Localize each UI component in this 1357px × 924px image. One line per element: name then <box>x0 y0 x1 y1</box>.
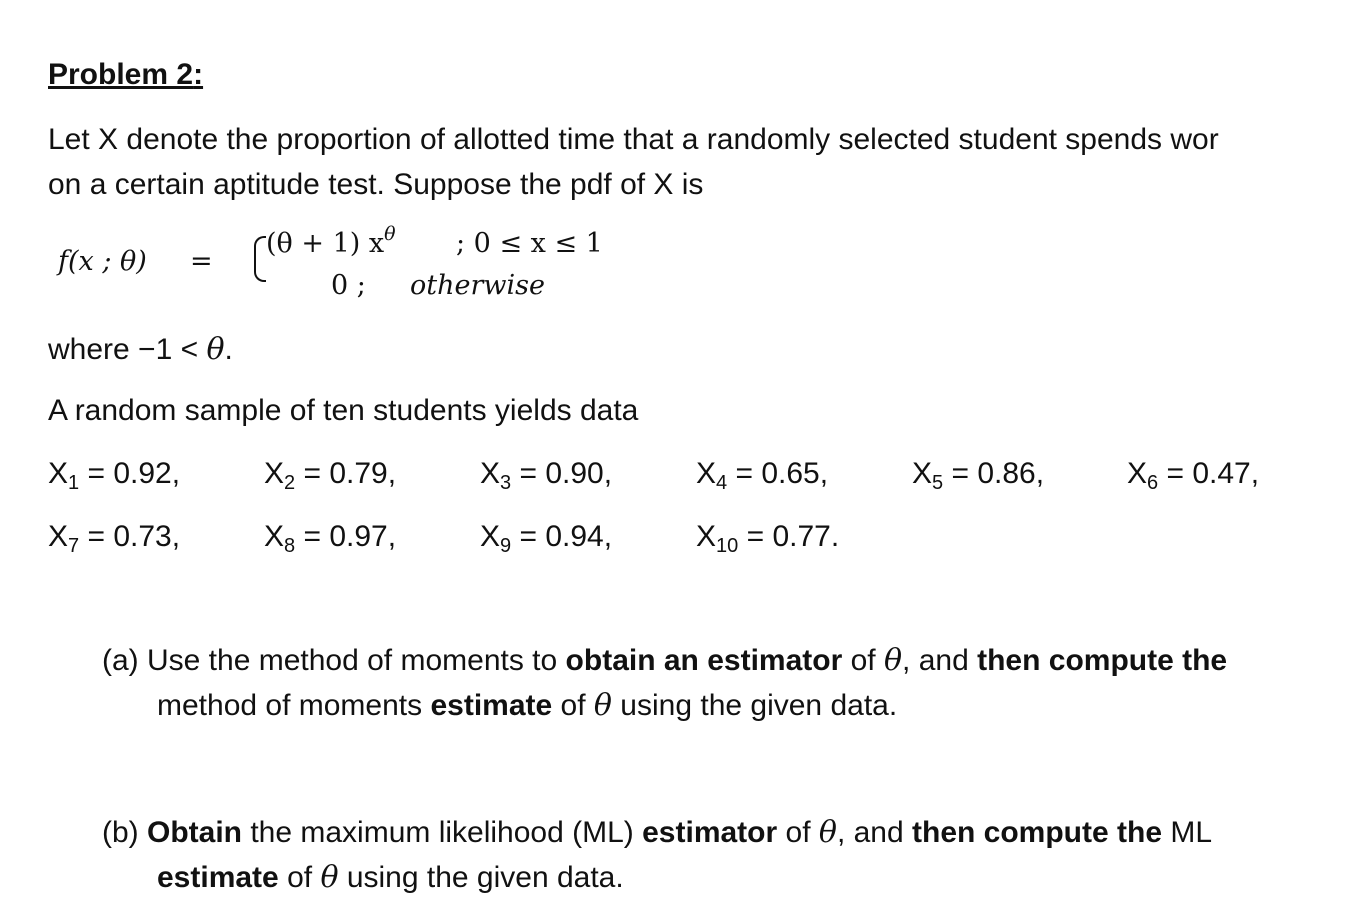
sample-value: $X_1 = 0.92$, <box>48 457 181 494</box>
sample-value: $X_2 = 0.79$, <box>264 457 397 494</box>
sample-value: $X_{10} = 0.77$. <box>696 520 840 557</box>
pdf-lhs: f(x ; θ) <box>58 246 147 277</box>
sample-value: $X_9 = 0.94$, <box>480 520 613 557</box>
sample-value: $X_8 = 0.97$, <box>264 520 397 557</box>
theta-constraint: where −1 < θ. <box>48 332 233 367</box>
sample-value: $X_7 = 0.73$, <box>48 520 181 557</box>
part-a-line-2: method of moments estimate of θ using the given data. <box>157 688 898 723</box>
sample-value: $X_5 = 0.86$, <box>912 457 1045 494</box>
sample-value: $X_6 = 0.47$, <box>1127 457 1260 494</box>
intro-line-2: on a certain aptitude test. Suppose the pdf of X is <box>48 168 704 201</box>
pdf-case1-condition: ; 0 ≤ x ≤ 1 <box>456 228 603 259</box>
sample-intro: A random sample of ten students yields data <box>48 394 639 427</box>
sample-value: $X_4 = 0.65$, <box>696 457 829 494</box>
sample-value: $X_3 = 0.90$, <box>480 457 613 494</box>
part-b-line-2: estimate of θ using the given data. <box>157 860 624 895</box>
pdf-case2-condition: otherwise <box>410 270 545 301</box>
part-a-line-1: (a) Use the method of moments to obtain an estimator of θ, and then compute the <box>102 643 1228 678</box>
intro-line-1: Let X denote the proportion of allotted time that a randomly selected student spends wor <box>48 123 1219 156</box>
pdf-case1: (θ + 1) $x^\theta$ <box>266 223 396 259</box>
part-b-line-1: (b) Obtain the maximum likelihood (ML) estimator of θ, and then compute the ML <box>102 815 1213 850</box>
pdf-equals: = <box>190 246 213 277</box>
problem-title: Problem 2: <box>48 58 204 91</box>
pdf-case2: 0 ; <box>331 270 366 301</box>
